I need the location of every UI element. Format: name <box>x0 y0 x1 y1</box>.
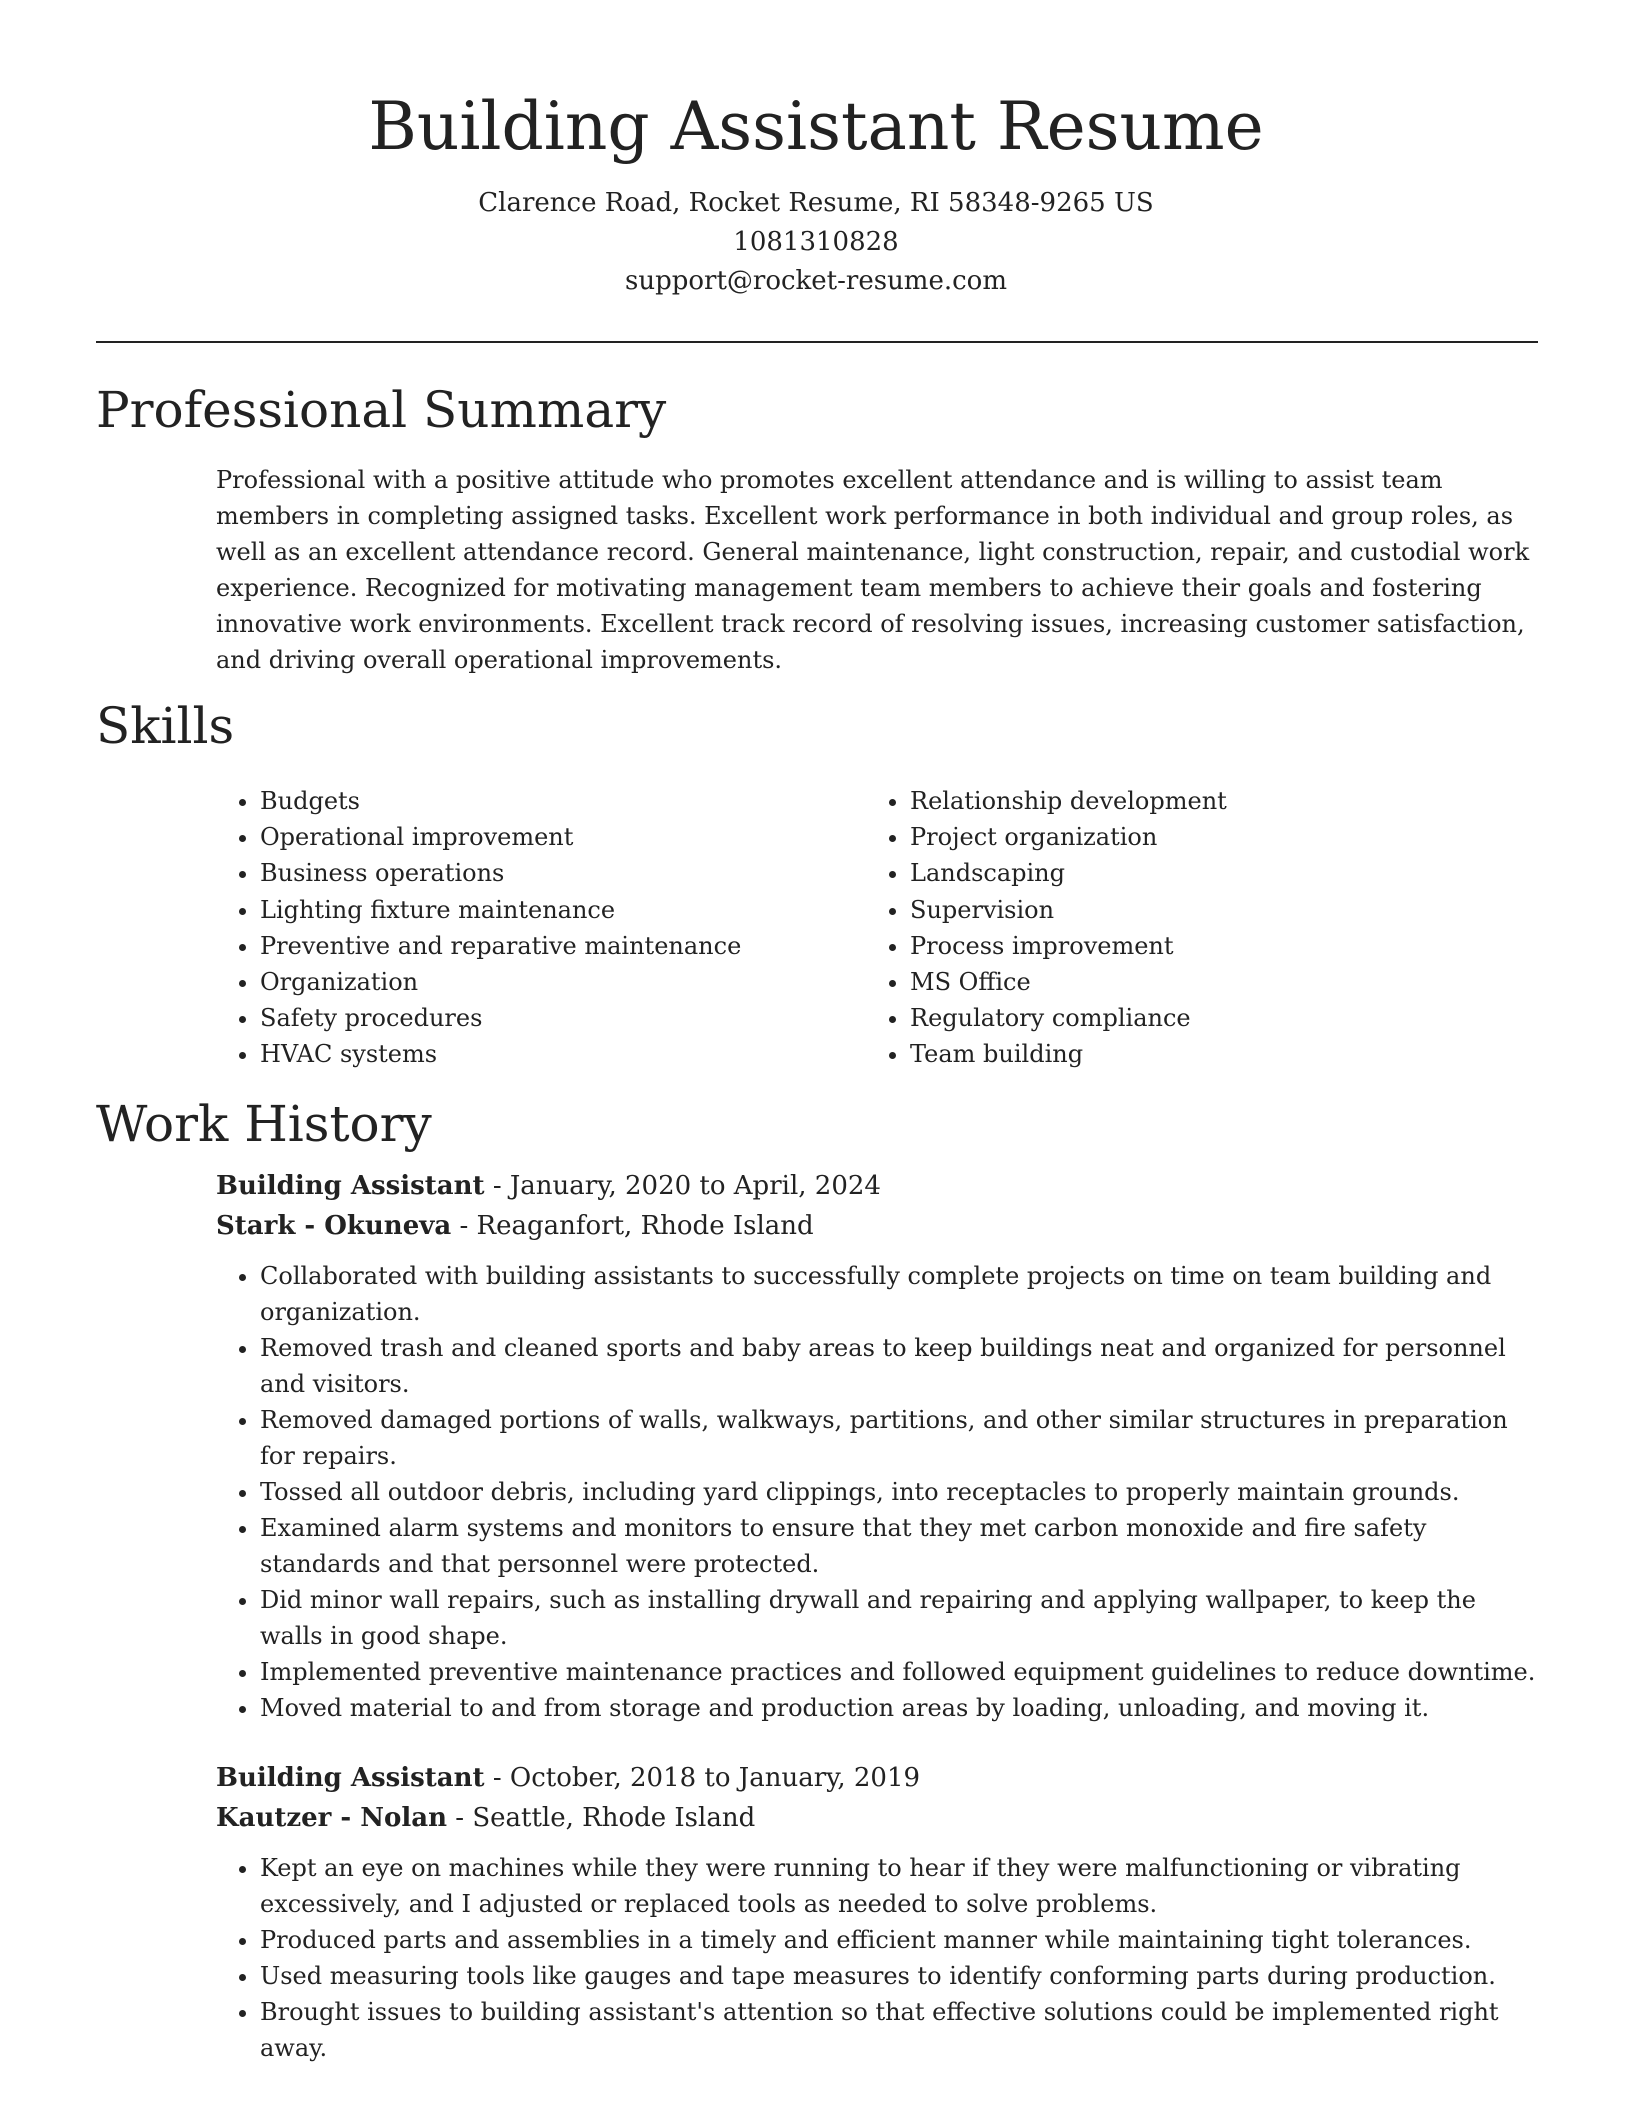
work-history-heading: Work History <box>96 1095 432 1153</box>
skill-item: • Preventive and reparative maintenance <box>260 928 866 964</box>
skill-item: • Operational improvement <box>260 819 866 855</box>
skill-item: • Relationship development <box>910 783 1516 819</box>
job-entry <box>216 1166 1538 1726</box>
job-location: - Reaganfort, Rhode Island <box>451 1211 814 1241</box>
skill-item: • Business operations <box>260 855 866 891</box>
job-bullet: • Implemented preventive maintenance practices and followed equipment guidelines to reduce downtime. <box>260 1654 1538 1690</box>
contact-email: support@rocket-resume.com <box>624 266 1007 296</box>
job-company: Kautzer - Nolan <box>216 1803 447 1833</box>
job-bullet: • Collaborated with building assistants to successfully complete projects on time on team building and organization. <box>260 1258 1538 1330</box>
job-title-line <box>216 1166 1538 1206</box>
contact-address: Clarence Road, Rocket Resume, RI 58348-9265 US <box>478 188 1154 218</box>
contact-block <box>0 184 1632 301</box>
job-company: Stark - Okuneva <box>216 1211 452 1241</box>
skills-columns <box>216 783 1538 1073</box>
job-company-line <box>216 1798 1538 1838</box>
job-bullet: • Removed trash and cleaned sports and baby areas to keep buildings neat and organized for personnel and visitors. <box>260 1330 1538 1402</box>
summary-heading: Professional Summary <box>96 381 667 439</box>
job-bullets <box>216 1850 1538 2066</box>
job-location: - Seattle, Rhode Island <box>447 1803 756 1833</box>
job-entry <box>216 1758 1538 2066</box>
skill-item: • Budgets <box>260 783 866 819</box>
job-title-line <box>216 1758 1538 1798</box>
skill-item: • HVAC systems <box>260 1036 866 1072</box>
resume-title: Building Assistant Resume <box>368 88 1264 165</box>
contact-phone: 1081310828 <box>733 227 899 257</box>
resume-header <box>0 0 1632 301</box>
job-bullet: • Used measuring tools like gauges and tape measures to identify conforming parts during production. <box>260 1958 1538 1994</box>
skill-item: • Supervision <box>910 892 1516 928</box>
skill-item: • Organization <box>260 964 866 1000</box>
job-role: Building Assistant <box>216 1171 485 1201</box>
job-dates: - October, 2018 to January, 2019 <box>484 1763 921 1793</box>
skill-item: • Process improvement <box>910 928 1516 964</box>
job-bullet: • Tossed all outdoor debris, including yard clippings, into receptacles to properly maintain grounds. <box>260 1474 1538 1510</box>
job-bullet: • Removed damaged portions of walls, walkways, partitions, and other similar structures in preparation for repairs. <box>260 1402 1538 1474</box>
skill-item: • Safety procedures <box>260 1000 866 1036</box>
header-divider <box>96 341 1538 343</box>
job-bullet: • Produced parts and assemblies in a timely and efficient manner while maintaining tight tolerances. <box>260 1922 1538 1958</box>
skills-list-right <box>866 783 1516 1073</box>
job-bullets <box>216 1258 1538 1726</box>
job-bullet: • Moved material to and from storage and production areas by loading, unloading, and moving it. <box>260 1690 1538 1726</box>
skill-item: • Project organization <box>910 819 1516 855</box>
skills-list-left <box>216 783 866 1073</box>
skill-item: • Lighting fixture maintenance <box>260 892 866 928</box>
job-role: Building Assistant <box>216 1763 485 1793</box>
skill-item: • Regulatory compliance <box>910 1000 1516 1036</box>
skill-item: • Team building <box>910 1036 1516 1072</box>
job-company-line <box>216 1206 1538 1246</box>
skill-item: • MS Office <box>910 964 1516 1000</box>
job-bullet: • Kept an eye on machines while they were running to hear if they were malfunctioning or vibrating excessively, and I adjusted or replaced tools as needed to solve problems. <box>260 1850 1538 1922</box>
job-bullet: • Examined alarm systems and monitors to ensure that they met carbon monoxide and fire safety standards and that personnel were protected. <box>260 1510 1538 1582</box>
job-bullet: • Brought issues to building assistant's attention so that effective solutions could be implemented right away. <box>260 1994 1538 2066</box>
skill-item: • Landscaping <box>910 855 1516 891</box>
job-dates: - January, 2020 to April, 2024 <box>484 1171 881 1201</box>
summary-text: Professional with a positive attitude who promotes excellent attendance and is willing to assist team members in completing assigned tasks. Excellent work performance in both individual and group roles, as well as an excellent attendance record. General maintenance, light construction, repair, and custodial work experience. Recognized for motivating management team members to achieve their goals and fostering innovative work environments. Excellent track record of resolving issues, increasing customer satisfaction, and driving overall operational improvements. <box>216 466 1530 674</box>
skills-heading: Skills <box>96 697 235 755</box>
job-bullet: • Did minor wall repairs, such as installing drywall and repairing and applying wallpaper, to keep the walls in good shape. <box>260 1582 1538 1654</box>
